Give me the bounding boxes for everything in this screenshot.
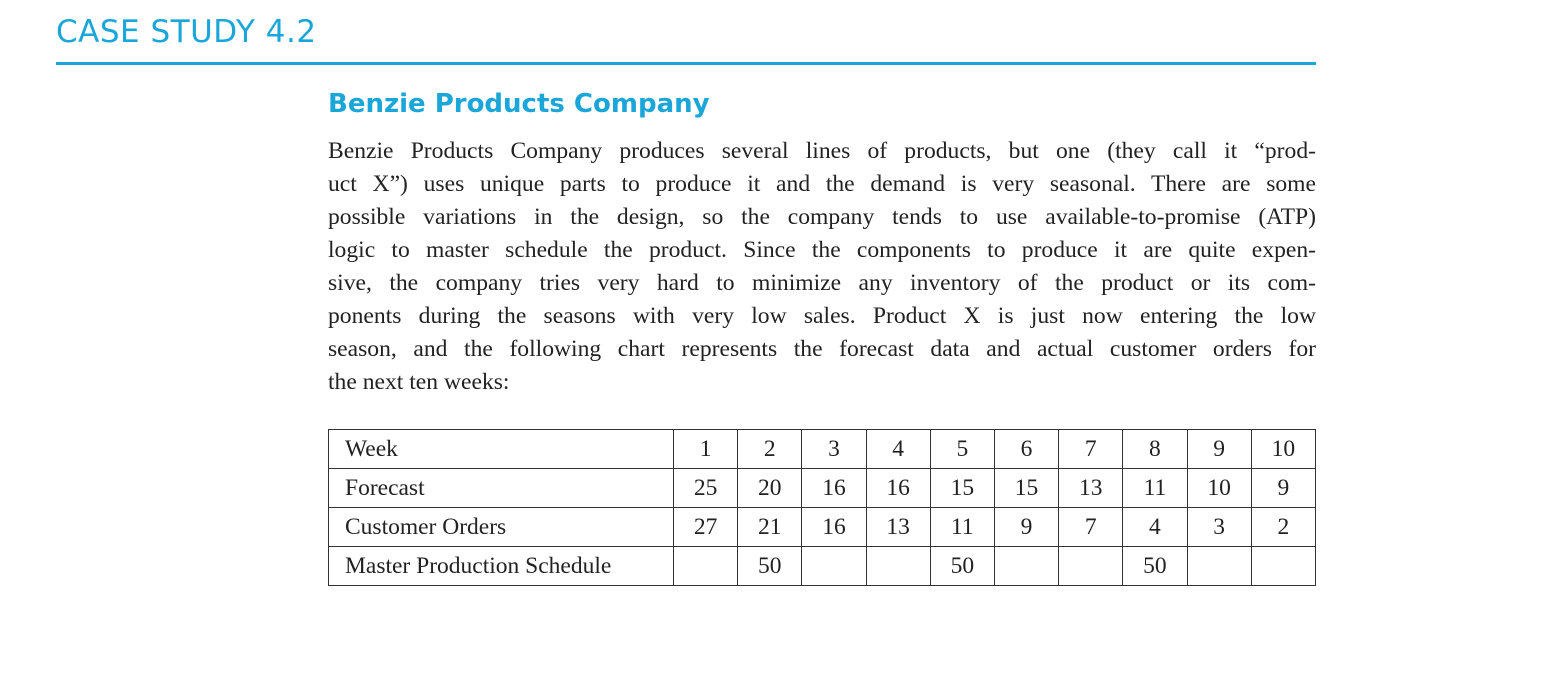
table-cell: 20 [738, 469, 802, 508]
table-cell: 50 [930, 547, 994, 586]
table-cell: 4 [866, 430, 930, 469]
table-cell: 27 [674, 508, 738, 547]
table-cell: 7 [1059, 430, 1123, 469]
case-study-label: CASE STUDY 4.2 [56, 14, 317, 50]
table-cell: 21 [738, 508, 802, 547]
row-label: Customer Orders [329, 508, 674, 547]
body-line: ponents during the seasons with very low sales. Product X is just now entering the low [328, 303, 1316, 329]
table-cell: 6 [994, 430, 1058, 469]
body-line: Benzie Products Company produces several lines of products, but one (they call it “prod- [328, 138, 1316, 164]
table-cell: 16 [866, 469, 930, 508]
section-title: Benzie Products Company [328, 89, 710, 119]
table-row [329, 547, 1316, 586]
table-cell: 15 [994, 469, 1058, 508]
table-cell [1251, 547, 1315, 586]
table-cell: 4 [1123, 508, 1187, 547]
table-cell: 7 [1059, 508, 1123, 547]
table-cell [866, 547, 930, 586]
body-line: the next ten weeks: [328, 369, 510, 395]
table-cell [1187, 547, 1251, 586]
table-cell: 9 [994, 508, 1058, 547]
table-cell: 13 [1059, 469, 1123, 508]
table-cell: 11 [1123, 469, 1187, 508]
body-line: sive, the company tries very hard to minimize any inventory of the product or its com- [328, 270, 1316, 296]
row-label: Week [329, 430, 674, 469]
table-cell: 50 [738, 547, 802, 586]
table-cell [994, 547, 1058, 586]
table-cell: 10 [1187, 469, 1251, 508]
table-cell: 3 [1187, 508, 1251, 547]
row-label: Forecast [329, 469, 674, 508]
table-cell: 16 [802, 469, 866, 508]
table-cell [802, 547, 866, 586]
table-row [329, 430, 1316, 469]
table-cell: 25 [674, 469, 738, 508]
table-cell: 15 [930, 469, 994, 508]
table-cell: 3 [802, 430, 866, 469]
table-cell: 50 [1123, 547, 1187, 586]
table-cell: 13 [866, 508, 930, 547]
table-row [329, 469, 1316, 508]
forecast-schedule-table [328, 429, 1316, 586]
table-cell: 1 [674, 430, 738, 469]
table-row [329, 508, 1316, 547]
table-cell [674, 547, 738, 586]
table-cell: 10 [1251, 430, 1315, 469]
table-cell: 11 [930, 508, 994, 547]
row-label: Master Production Schedule [329, 547, 674, 586]
body-line: possible variations in the design, so the company tends to use available-to-promise (ATP) [328, 204, 1316, 230]
body-paragraph [328, 135, 1316, 399]
table-cell: 9 [1187, 430, 1251, 469]
table-cell: 8 [1123, 430, 1187, 469]
header-divider [56, 62, 1316, 65]
body-line: logic to master schedule the product. Since the components to produce it are quite expen- [328, 237, 1316, 263]
table-cell: 9 [1251, 469, 1315, 508]
table-cell: 2 [738, 430, 802, 469]
body-line: season, and the following chart represents the forecast data and actual customer orders for [328, 336, 1316, 362]
body-line: uct X”) uses unique parts to produce it and the demand is very seasonal. There are some [328, 171, 1316, 197]
table-cell: 5 [930, 430, 994, 469]
table-cell [1059, 547, 1123, 586]
table-cell: 16 [802, 508, 866, 547]
table-cell: 2 [1251, 508, 1315, 547]
table-body [329, 430, 1316, 586]
